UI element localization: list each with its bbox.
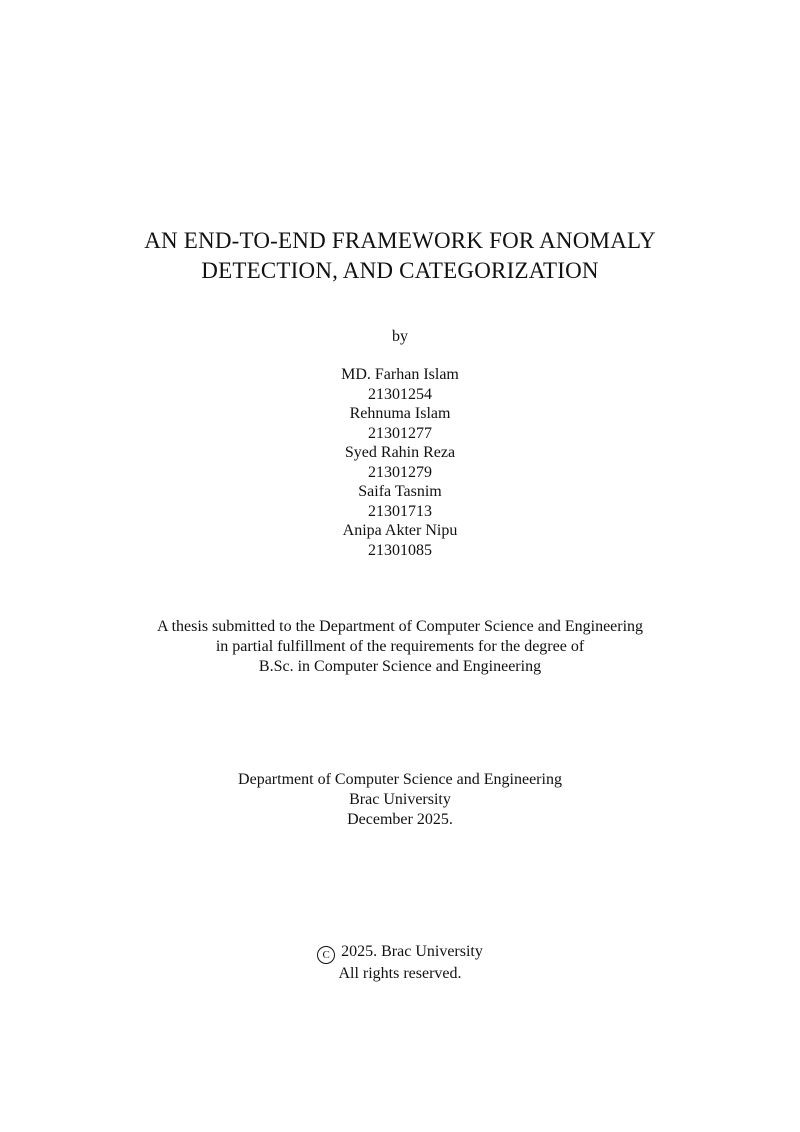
- author-id: 21301713: [368, 502, 432, 520]
- department-block: [0, 770, 800, 830]
- submission-date: December 2025.: [347, 811, 453, 828]
- copyright-text: 2025. Brac University: [341, 943, 483, 960]
- by-label: by: [392, 328, 408, 345]
- statement-line-2: in partial fulfillment of the requirements for the degree of: [215, 638, 585, 655]
- university-name: Brac University: [349, 791, 451, 808]
- author-name: Anipa Akter Nipu: [342, 522, 458, 539]
- copyright-icon: C: [317, 946, 335, 964]
- author-name: Rehnuma Islam: [349, 405, 451, 422]
- department-name: Department of Computer Science and Engineering: [238, 771, 562, 788]
- thesis-title: [0, 226, 800, 286]
- thesis-title-line-1: AN END-TO-END FRAMEWORK FOR ANOMALY: [144, 228, 656, 253]
- copyright-line: [0, 942, 800, 964]
- submission-statement: [0, 617, 800, 677]
- author-id: 21301279: [368, 463, 432, 481]
- author-name: MD. Farhan Islam: [341, 366, 459, 383]
- rights-reserved: All rights reserved.: [338, 965, 462, 982]
- author-id: 21301277: [368, 424, 432, 442]
- author-list: [0, 365, 800, 560]
- author-id: 21301254: [368, 385, 432, 403]
- author-name: Saifa Tasnim: [358, 483, 442, 500]
- thesis-title-line-2: DETECTION, AND CATEGORIZATION: [201, 258, 599, 283]
- statement-line-1: A thesis submitted to the Department of Computer Science and Engineering: [156, 618, 644, 635]
- copyright-block: [0, 942, 800, 984]
- author-name: Syed Rahin Reza: [344, 444, 456, 461]
- statement-line-3: B.Sc. in Computer Science and Engineering: [258, 658, 542, 675]
- author-id: 21301085: [368, 541, 432, 559]
